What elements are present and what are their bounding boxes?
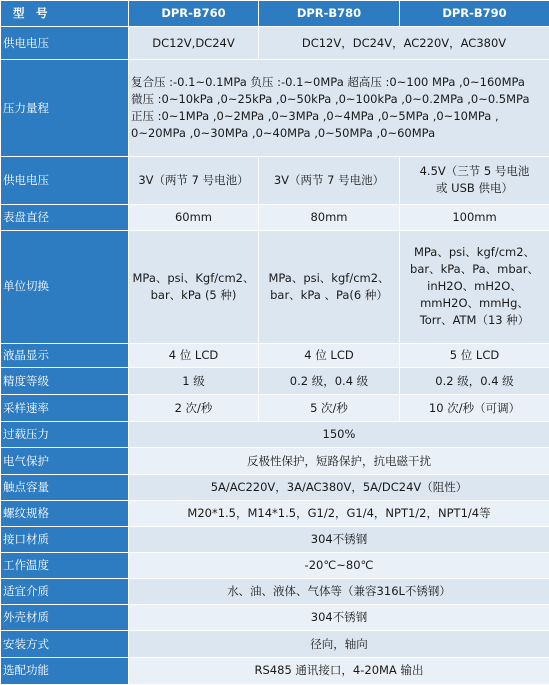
battery-b760: 3V（两节 7 号电池） <box>129 156 259 204</box>
overload-value: 150% <box>129 422 549 448</box>
units-b790-line-1: MPa、psi、kgf/cm2、 <box>413 245 536 260</box>
protection-value: 反极性保护，短路保护，抗电磁干扰 <box>129 448 549 474</box>
pressure-range-label: 压力量程 <box>1 60 129 156</box>
lcd-b760: 4 位 LCD <box>129 343 259 367</box>
row-dial <box>1 204 549 230</box>
model-header: 型 号 <box>1 1 129 27</box>
row-sampling <box>1 395 549 422</box>
battery-b790-line-2: 或 USB 供电） <box>436 181 513 196</box>
row-contact <box>1 474 549 500</box>
lcd-b790: 5 位 LCD <box>400 343 549 367</box>
battery-b790 <box>400 156 549 204</box>
medium-label: 适宜介质 <box>1 579 129 605</box>
install-label: 安装方式 <box>1 631 129 657</box>
units-b780-line-1: MPa、psi、kgf/cm2、 <box>268 270 390 285</box>
case-material-label: 外壳材质 <box>1 605 129 631</box>
units-b780-line-2: bar、kPa 、Pa(6 种） <box>270 287 388 302</box>
units-b790-line-3: inH2O、mH2O、 <box>427 279 522 294</box>
sampling-label: 采样速率 <box>1 395 129 422</box>
accuracy-b760: 1 级 <box>129 367 259 394</box>
units-b760-line-2: bar、kPa (5 种) <box>150 287 237 302</box>
power-supply-label: 供电电压 <box>1 27 129 60</box>
row-units <box>1 230 549 343</box>
medium-value: 水、油、液体、气体等（兼容316L不锈钢） <box>129 579 549 605</box>
units-b760 <box>129 230 259 343</box>
row-pressure-range <box>1 60 549 156</box>
row-thread <box>1 500 549 526</box>
units-label: 单位切换 <box>1 230 129 343</box>
row-port-material <box>1 526 549 552</box>
pressure-range-line-1: 复合压 :-0.1~0.1MPa 负压 :-0.1~0MPa 超高压 :0~100 MPa ,0~160MPa <box>131 75 525 90</box>
dial-b790: 100mm <box>400 204 549 230</box>
model-b760-header: DPR-B760 <box>129 1 259 27</box>
row-options <box>1 657 549 684</box>
dial-label: 表盘直径 <box>1 204 129 230</box>
dial-b780: 80mm <box>259 204 400 230</box>
units-b790-line-2: bar、kPa、Pa、mbar、 <box>410 262 539 277</box>
row-power-supply <box>1 27 549 60</box>
row-accuracy <box>1 367 549 394</box>
row-protection <box>1 448 549 474</box>
options-label: 选配功能 <box>1 657 129 684</box>
power-supply-b780-b790: DC12V，DC24V，AC220V，AC380V <box>259 27 549 60</box>
units-b780 <box>259 230 400 343</box>
dial-b760: 60mm <box>129 204 259 230</box>
battery-b780: 3V（两节 7 号电池） <box>259 156 400 204</box>
lcd-label: 液晶显示 <box>1 343 129 367</box>
model-b790-header: DPR-B790 <box>400 1 549 27</box>
units-b790 <box>400 230 549 343</box>
accuracy-b780: 0.2 级，0.4 级 <box>259 367 400 394</box>
battery-b790-line-1: 4.5V（三节 5 号电池 <box>419 164 530 179</box>
thread-value: M20*1.5，M14*1.5，G1/2，G1/4，NPT1/2，NPT1/4等 <box>129 500 549 526</box>
units-b790-line-5: Torr、ATM（13 种） <box>419 313 530 328</box>
temperature-label: 工作温度 <box>1 553 129 579</box>
sampling-b780: 5 次/秒 <box>259 395 400 422</box>
pressure-range-line-3: 正压 :0~1MPa ,0~2MPa ,0~3MPa ,0~4MPa ,0~5MPa ,0~10MPa , <box>131 109 499 124</box>
temperature-value: -20℃~80℃ <box>129 553 549 579</box>
header-row <box>1 1 549 27</box>
accuracy-b790: 0.2 级，0.4 级 <box>400 367 549 394</box>
row-overload <box>1 422 549 448</box>
row-install <box>1 631 549 657</box>
port-material-label: 接口材质 <box>1 526 129 552</box>
port-material-value: 304不锈钢 <box>129 526 549 552</box>
lcd-b780: 4 位 LCD <box>259 343 400 367</box>
row-medium <box>1 579 549 605</box>
row-lcd <box>1 343 549 367</box>
case-material-value: 304不锈钢 <box>129 605 549 631</box>
row-battery <box>1 156 549 204</box>
power-supply-b760: DC12V,DC24V <box>129 27 259 60</box>
battery-label: 供电电压 <box>1 156 129 204</box>
pressure-range-line-4: 0~20MPa ,0~30MPa ,0~40MPa ,0~50MPa ,0~60MPa <box>131 126 436 141</box>
install-value: 径向，轴向 <box>129 631 549 657</box>
contact-label: 触点容量 <box>1 474 129 500</box>
row-temperature <box>1 553 549 579</box>
pressure-range-line-2: 微压 :0~10kPa ,0~25kPa ,0~50kPa ,0~100kPa ,0~0.2MPa ,0~0.5MPa <box>131 92 530 107</box>
pressure-range-value <box>129 60 549 156</box>
sampling-b790: 10 次/秒（可调） <box>400 395 549 422</box>
overload-label: 过载压力 <box>1 422 129 448</box>
thread-label: 螺纹规格 <box>1 500 129 526</box>
sampling-b760: 2 次/秒 <box>129 395 259 422</box>
model-b780-header: DPR-B780 <box>259 1 400 27</box>
protection-label: 电气保护 <box>1 448 129 474</box>
options-value: RS485 通讯接口，4-20MA 输出 <box>129 657 549 684</box>
accuracy-label: 精度等级 <box>1 367 129 394</box>
row-case-material <box>1 605 549 631</box>
contact-value: 5A/AC220V，3A/AC380V，5A/DC24V（阻性） <box>129 474 549 500</box>
units-b760-line-1: MPa、psi、Kgf/cm2、 <box>132 270 255 285</box>
units-b790-line-4: mmH2O、mmHg、 <box>420 296 529 311</box>
